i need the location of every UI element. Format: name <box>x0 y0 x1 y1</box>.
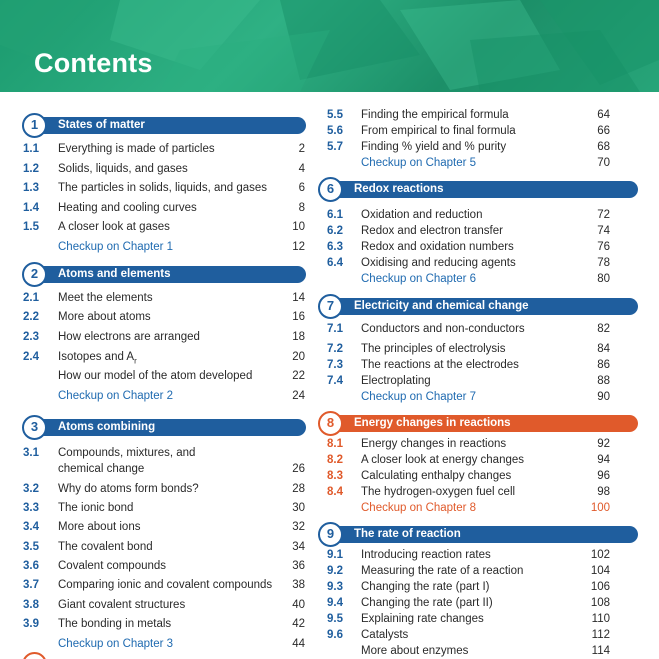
section-number: 5.5 <box>327 109 343 121</box>
entry-title-text: Finding the empirical formula <box>361 109 509 121</box>
page-number: 106 <box>590 581 610 593</box>
entry-title-text: Checkup on Chapter 2 <box>58 390 174 402</box>
chapter-heading[interactable] <box>318 414 638 433</box>
entry-title <box>58 329 200 345</box>
entry-title <box>361 500 476 516</box>
page-number: 82 <box>597 323 610 335</box>
section-number: 9.3 <box>327 581 343 593</box>
page-number: 68 <box>597 141 610 153</box>
page-title: Contents <box>34 48 153 78</box>
toc-entry[interactable] <box>23 500 305 516</box>
toc-entry[interactable] <box>23 200 305 216</box>
entry-title-text: Oxidising and reducing agents <box>361 257 516 269</box>
entry-title-text: Introducing reaction rates <box>361 549 491 561</box>
entry-title-text: Changing the rate (part II) <box>361 597 493 609</box>
toc-entry[interactable] <box>23 539 305 555</box>
page-number: 86 <box>597 359 610 371</box>
chapter-number-badge: 1 <box>22 113 47 138</box>
page-number: 76 <box>597 241 610 253</box>
page-number: 22 <box>292 370 305 382</box>
entry-title <box>361 373 431 389</box>
entry-title-text: More about ions <box>58 521 141 533</box>
toc-entry[interactable] <box>327 611 610 627</box>
toc-entry[interactable] <box>327 239 610 255</box>
toc-entry[interactable] <box>327 123 610 139</box>
section-number: 1.3 <box>23 182 39 194</box>
checkup-link[interactable] <box>327 155 610 171</box>
entry-title <box>58 481 199 497</box>
section-number: 3.4 <box>23 521 39 533</box>
page-number: 40 <box>292 599 305 611</box>
section-number: 1.5 <box>23 221 39 233</box>
toc-entry[interactable] <box>327 643 610 659</box>
entry-title <box>361 139 506 155</box>
entry-title <box>361 255 516 271</box>
entry-title-text: The particles in solids, liquids, and gases <box>58 182 268 194</box>
entry-title <box>58 577 272 593</box>
entry-title <box>58 161 188 177</box>
section-number: 7.2 <box>327 343 343 355</box>
toc-entry[interactable] <box>327 627 610 643</box>
section-number: 6.3 <box>327 241 343 253</box>
page-number: 84 <box>597 343 610 355</box>
toc-entry[interactable] <box>327 223 610 239</box>
page-number: 34 <box>292 541 305 553</box>
page-number: 70 <box>597 157 610 169</box>
toc-entry[interactable] <box>23 329 305 345</box>
entry-title <box>361 611 484 627</box>
page-number: 110 <box>591 613 610 625</box>
toc-entry[interactable] <box>23 481 305 497</box>
entry-title <box>361 579 490 595</box>
entry-title-text: Covalent compounds <box>58 560 167 572</box>
section-number: 3.8 <box>23 599 39 611</box>
chapter-heading[interactable] <box>22 418 306 437</box>
page-number: 42 <box>292 618 305 630</box>
chapter-title: The rate of reaction <box>328 526 638 543</box>
entry-title <box>58 180 267 196</box>
section-number: 8.2 <box>327 454 343 466</box>
section-number: 6.2 <box>327 225 343 237</box>
entry-title <box>361 321 525 337</box>
entry-title-text: Calculating enthalpy changes <box>361 470 512 482</box>
entry-title <box>58 141 215 157</box>
chapter-number-badge: 8 <box>318 411 343 436</box>
entry-title-text: Meet the elements <box>58 292 153 304</box>
entry-title <box>361 484 515 500</box>
entry-title <box>58 445 195 477</box>
entry-title <box>361 271 476 287</box>
section-number: 5.6 <box>327 125 343 137</box>
chapter-heading[interactable] <box>318 297 638 316</box>
entry-title <box>361 223 503 239</box>
page-number: 74 <box>597 225 610 237</box>
checkup-link[interactable] <box>23 388 305 404</box>
entry-title-text: The ionic bond <box>58 502 134 514</box>
section-number: 3.5 <box>23 541 39 553</box>
entry-title <box>58 388 173 404</box>
toc-entry[interactable] <box>23 519 305 535</box>
page-number: 28 <box>292 483 305 495</box>
section-number: 3.2 <box>23 483 39 495</box>
page-number: 44 <box>292 638 305 650</box>
chapter-number-badge: 2 <box>22 262 47 287</box>
entry-title-text: How electrons are arranged <box>58 331 200 343</box>
entry-title-text: Explaining rate changes <box>361 613 484 625</box>
section-number: 7.1 <box>327 323 343 335</box>
toc-entry[interactable] <box>23 597 305 613</box>
entry-title-text: Catalysts <box>361 629 409 641</box>
toc-entry[interactable] <box>23 219 305 235</box>
entry-title <box>58 290 153 306</box>
header-banner <box>0 0 659 92</box>
checkup-link[interactable] <box>23 636 305 652</box>
section-number: 8.4 <box>327 486 343 498</box>
entry-title <box>58 597 185 613</box>
section-number: 2.4 <box>23 351 39 363</box>
entry-title-text: The hydrogen-oxygen fuel cell <box>361 486 516 498</box>
entry-title <box>361 155 476 171</box>
section-number: 2.3 <box>23 331 39 343</box>
toc-entry[interactable] <box>327 107 610 123</box>
entry-title-text: The reactions at the electrodes <box>361 359 519 371</box>
toc-entry[interactable] <box>327 373 610 389</box>
toc-entry[interactable] <box>327 139 610 155</box>
entry-title-text: Changing the rate (part I) <box>361 581 490 593</box>
page-number: 18 <box>292 331 305 343</box>
page-number: 72 <box>597 209 610 221</box>
page-number: 88 <box>597 375 610 387</box>
entry-title <box>58 219 170 235</box>
entry-title-text: Why do atoms form bonds? <box>58 483 199 495</box>
section-number: 7.3 <box>327 359 343 371</box>
page-number: 24 <box>292 390 305 402</box>
entry-title <box>361 436 506 452</box>
subscript: r <box>134 356 137 366</box>
section-number: 9.1 <box>327 549 343 561</box>
toc-entry[interactable] <box>327 341 610 357</box>
section-number: 1.1 <box>23 143 39 155</box>
page-number: 96 <box>597 470 610 482</box>
section-number: 6.4 <box>327 257 343 269</box>
toc-entry[interactable] <box>23 445 305 477</box>
chapter-title: Atoms and elements <box>32 266 306 283</box>
entry-title <box>361 627 408 643</box>
entry-title-text: Giant covalent structures <box>58 599 186 611</box>
page-number: 78 <box>597 257 610 269</box>
toc-entry[interactable] <box>327 452 610 468</box>
entry-title-text: From empirical to final formula <box>361 125 516 137</box>
entry-title-text: Comparing ionic and covalent compounds <box>58 579 273 591</box>
entry-title-text: Solids, liquids, and gases <box>58 163 188 175</box>
section-number: 7.4 <box>327 375 343 387</box>
page-number: 4 <box>298 163 305 175</box>
section-number: 3.6 <box>23 560 39 572</box>
entry-title-text: Measuring the rate of a reaction <box>361 565 524 577</box>
checkup-link[interactable] <box>23 239 305 255</box>
entry-title-text: Isotopes and A <box>58 351 135 363</box>
entry-title <box>361 452 524 468</box>
toc-entry[interactable] <box>23 368 305 384</box>
entry-title-text: Everything is made of particles <box>58 143 215 155</box>
section-number: 5.7 <box>327 141 343 153</box>
toc-entry[interactable] <box>327 579 610 595</box>
entry-title-text: Checkup on Chapter 3 <box>58 638 174 650</box>
entry-title-text: More about enzymes <box>361 645 469 657</box>
entry-title-line: Compounds, mixtures, and <box>58 447 196 459</box>
toc-entry[interactable] <box>327 468 610 484</box>
entry-title-text: A closer look at gases <box>58 221 170 233</box>
chapter-title: Electricity and chemical change <box>328 298 638 315</box>
toc-entry[interactable] <box>327 321 610 337</box>
section-number: 3.7 <box>23 579 39 591</box>
entry-title <box>58 368 252 384</box>
page-number: 14 <box>292 292 305 304</box>
chapter-title: States of matter <box>32 117 306 134</box>
chapter-title: Energy changes in reactions <box>328 415 638 432</box>
entry-title <box>361 468 511 484</box>
section-number: 3.3 <box>23 502 39 514</box>
entry-title <box>361 239 514 255</box>
page-number: 2 <box>298 143 305 155</box>
entry-title <box>58 349 137 369</box>
entry-title-text: How our model of the atom developed <box>58 370 253 382</box>
entry-title-text: Checkup on Chapter 8 <box>361 502 477 514</box>
section-number: 9.5 <box>327 613 343 625</box>
checkup-link[interactable] <box>327 271 610 287</box>
entry-title-text: Conductors and non-conductors <box>361 323 525 335</box>
chapter-title: Atoms combining <box>32 419 306 436</box>
section-number: 9.6 <box>327 629 343 641</box>
page-number: 100 <box>590 502 610 514</box>
toc-entry[interactable] <box>23 616 305 632</box>
entry-title <box>58 200 197 216</box>
toc-entry[interactable] <box>23 558 305 574</box>
entry-title-text: Redox and oxidation numbers <box>361 241 514 253</box>
entry-title-text: Checkup on Chapter 5 <box>361 157 477 169</box>
section-number: 3.9 <box>23 618 39 630</box>
chapter-number-badge: 3 <box>22 415 47 440</box>
entry-title-text: Checkup on Chapter 6 <box>361 273 477 285</box>
toc-entry[interactable] <box>327 255 610 271</box>
chapter-heading[interactable] <box>22 265 306 284</box>
page-number: 20 <box>292 351 305 363</box>
entry-title <box>361 547 491 563</box>
entry-title-text: Heating and cooling curves <box>58 202 197 214</box>
entry-title-text: The covalent bond <box>58 541 153 553</box>
page-number: 38 <box>292 579 305 591</box>
section-number: 2.2 <box>23 311 39 323</box>
entry-title <box>58 519 140 535</box>
entry-title-text: Electroplating <box>361 375 431 387</box>
entry-title <box>361 207 482 223</box>
entry-title-text: Energy changes in reactions <box>361 438 507 450</box>
page-number: 92 <box>597 438 610 450</box>
page-number: 94 <box>597 454 610 466</box>
page-number: 32 <box>292 521 305 533</box>
entry-title <box>361 341 505 357</box>
section-number: 9.4 <box>327 597 343 609</box>
toc-entry[interactable] <box>327 547 610 563</box>
section-number: 2.1 <box>23 292 39 304</box>
checkup-link[interactable] <box>327 500 610 516</box>
page-number: 80 <box>597 273 610 285</box>
entry-title <box>58 239 173 255</box>
entry-title <box>361 389 476 405</box>
entry-title <box>361 595 493 611</box>
page-number: 30 <box>292 502 305 514</box>
section-number: 8.3 <box>327 470 343 482</box>
entry-title <box>361 357 519 373</box>
chapter-number-badge: 9 <box>318 522 343 547</box>
toc-entry[interactable] <box>327 595 610 611</box>
toc-entry[interactable] <box>327 484 610 500</box>
entry-title-line: chemical change <box>58 463 145 475</box>
toc-entry[interactable] <box>327 436 610 452</box>
toc-entry[interactable] <box>327 207 610 223</box>
toc-entry[interactable] <box>23 141 305 157</box>
section-number: 3.1 <box>23 447 39 459</box>
toc-entry[interactable] <box>327 563 610 579</box>
page-number: 98 <box>597 486 610 498</box>
page-number: 90 <box>597 391 610 403</box>
page-number: 66 <box>597 125 610 137</box>
entry-title-text: The bonding in metals <box>58 618 172 630</box>
page-number: 10 <box>292 221 305 233</box>
toc-entry[interactable] <box>23 290 305 306</box>
entry-title-text: Redox and electron transfer <box>361 225 503 237</box>
entry-title <box>58 636 173 652</box>
entry-title-text: A closer look at energy changes <box>361 454 525 466</box>
chapter-number-badge: 6 <box>318 177 343 202</box>
entry-title-text: Checkup on Chapter 7 <box>361 391 477 403</box>
chapter-heading[interactable] <box>22 116 306 135</box>
page-number: 104 <box>590 565 610 577</box>
entry-title <box>361 563 523 579</box>
page-number: 114 <box>591 645 610 657</box>
page-number: 26 <box>292 463 305 475</box>
section-number: 1.4 <box>23 202 39 214</box>
entry-title <box>58 558 166 574</box>
section-number: 1.2 <box>23 163 39 175</box>
toc-entry[interactable] <box>23 309 305 325</box>
entry-title <box>361 107 509 123</box>
chapter-heading[interactable] <box>318 525 638 544</box>
entry-title-text: Finding % yield and % purity <box>361 141 507 153</box>
entry-title <box>58 500 133 516</box>
chapter-title: Redox reactions <box>328 181 638 198</box>
chapter-number-badge-partial <box>22 652 47 659</box>
entry-title <box>58 539 153 555</box>
section-number: 6.1 <box>327 209 343 221</box>
chapter-heading[interactable] <box>318 180 638 199</box>
section-number: 9.2 <box>327 565 343 577</box>
entry-title-text: Oxidation and reduction <box>361 209 483 221</box>
entry-title <box>361 123 516 139</box>
page-number: 6 <box>298 182 305 194</box>
entry-title <box>58 616 171 632</box>
page-number: 36 <box>292 560 305 572</box>
chapter-number-badge: 7 <box>318 294 343 319</box>
page-number: 8 <box>298 202 305 214</box>
entry-title-text: The principles of electrolysis <box>361 343 506 355</box>
entry-title-text: More about atoms <box>58 311 151 323</box>
page-number: 108 <box>590 597 610 609</box>
toc-entry[interactable] <box>23 161 305 177</box>
section-number: 8.1 <box>327 438 343 450</box>
entry-title <box>58 309 151 325</box>
entry-title <box>361 643 468 659</box>
toc-entry[interactable] <box>23 577 305 593</box>
page-number: 102 <box>590 549 610 561</box>
page-number: 64 <box>597 109 610 121</box>
toc-entry[interactable] <box>327 357 610 373</box>
page-number: 12 <box>292 241 305 253</box>
page-number: 16 <box>292 311 305 323</box>
toc-entry[interactable] <box>23 180 305 196</box>
toc-entry[interactable] <box>23 349 305 365</box>
entry-title-text: Checkup on Chapter 1 <box>58 241 174 253</box>
checkup-link[interactable] <box>327 389 610 405</box>
page-number: 112 <box>591 629 610 641</box>
